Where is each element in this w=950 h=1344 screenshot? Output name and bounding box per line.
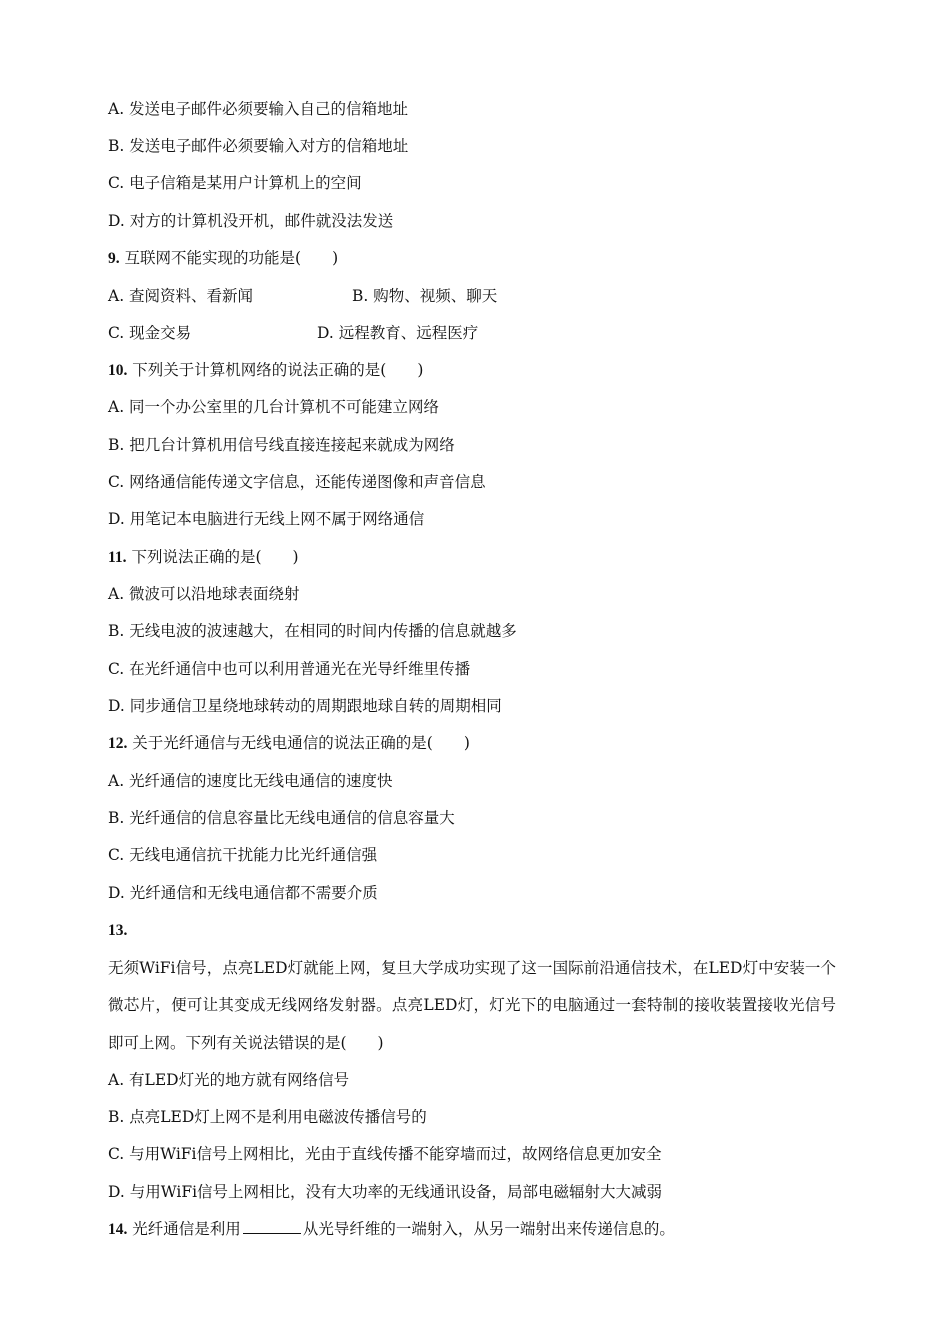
q14-stem-after: 从光导纤维的一端射入，从另一端射出来传递信息的。 — [302, 1220, 675, 1238]
q11-option-c: C. 在光纤通信中也可以利用普通光在光导纤维里传播 — [108, 660, 471, 678]
q10-option-d: D. 用笔记本电脑进行无线上网不属于网络通信 — [108, 510, 425, 528]
q9-option-d: D. 远程教育、远程医疗 — [317, 324, 479, 342]
q12-option-d: D. 光纤通信和无线电通信都不需要介质 — [108, 884, 378, 902]
q8-option-d: D. 对方的计算机没开机，邮件就没法发送 — [108, 212, 394, 230]
q11-option-a: A. 微波可以沿地球表面绕射 — [108, 585, 300, 603]
q14-stem-before: 光纤通信是利用 — [127, 1220, 241, 1238]
q14-number: 14. — [108, 1221, 128, 1238]
q13-number: 13. — [108, 922, 128, 939]
q9-option-a: A. 查阅资料、看新闻 — [108, 287, 254, 305]
q8-option-c: C. 电子信箱是某用户计算机上的空间 — [108, 174, 362, 192]
q10-option-a: A. 同一个办公室里的几台计算机不可能建立网络 — [108, 398, 440, 416]
q9-stem — [108, 248, 338, 269]
q12-stem-text: 关于光纤通信与无线电通信的说法正确的是( ) — [127, 734, 470, 752]
q13-option-a: A. 有LED灯光的地方就有网络信号 — [108, 1071, 350, 1089]
q14-stem — [108, 1219, 675, 1240]
q11-stem-text: 下列说法正确的是( ) — [126, 548, 299, 566]
q11-option-d: D. 同步通信卫星绕地球转动的周期跟地球自转的周期相同 — [108, 697, 502, 715]
q12-option-b: B. 光纤通信的信息容量比无线电通信的信息容量大 — [108, 809, 455, 827]
q10-stem-text: 下列关于计算机网络的说法正确的是( ) — [127, 361, 424, 379]
q12-number: 12. — [108, 735, 128, 752]
q10-number: 10. — [108, 362, 128, 379]
q14-answer-blank[interactable] — [243, 1219, 301, 1234]
q13-option-d: D. 与用WiFi信号上网相比，没有大功率的无线通讯设备，局部电磁辐射大大减弱 — [108, 1183, 663, 1201]
q13-paragraph: 无须WiFi信号，点亮LED灯就能上网，复旦大学成功实现了这一国际前沿通信技术，在LED灯中安装一个微芯片，便可让其变成无线网络发射器。点亮LED灯，灯光下的电脑通过一套特制的接收装置接收光信号即可上网。下列有关说法错误的是( ) — [108, 959, 836, 1052]
q12-option-c: C. 无线电通信抗干扰能力比光纤通信强 — [108, 846, 378, 864]
q9-option-b: B. 购物、视频、聊天 — [352, 287, 498, 305]
q13-option-b: B. 点亮LED灯上网不是利用电磁波传播信号的 — [108, 1108, 427, 1126]
q10-option-b: B. 把几台计算机用信号线直接连接起来就成为网络 — [108, 436, 455, 454]
q12-option-a: A. 光纤通信的速度比无线电通信的速度快 — [108, 772, 393, 790]
q11-option-b: B. 无线电波的波速越大，在相同的时间内传播的信息就越多 — [108, 622, 517, 640]
q11-number: 11. — [108, 549, 127, 566]
q8-option-b: B. 发送电子邮件必须要输入对方的信箱地址 — [108, 137, 409, 155]
q13-option-c: C. 与用WiFi信号上网相比，光由于直线传播不能穿墙而过，故网络信息更加安全 — [108, 1145, 662, 1163]
q12-stem — [108, 733, 470, 754]
q10-option-c: C. 网络通信能传递文字信息，还能传递图像和声音信息 — [108, 473, 486, 491]
q11-stem — [108, 547, 299, 568]
q9-option-c: C. 现金交易 — [108, 324, 192, 342]
q8-option-a: A. 发送电子邮件必须要输入自己的信箱地址 — [108, 100, 409, 118]
q9-number: 9. — [108, 250, 120, 267]
q10-stem — [108, 360, 423, 381]
q13-number-line — [108, 920, 127, 941]
q9-stem-text: 互联网不能实现的功能是( ) — [119, 249, 339, 267]
